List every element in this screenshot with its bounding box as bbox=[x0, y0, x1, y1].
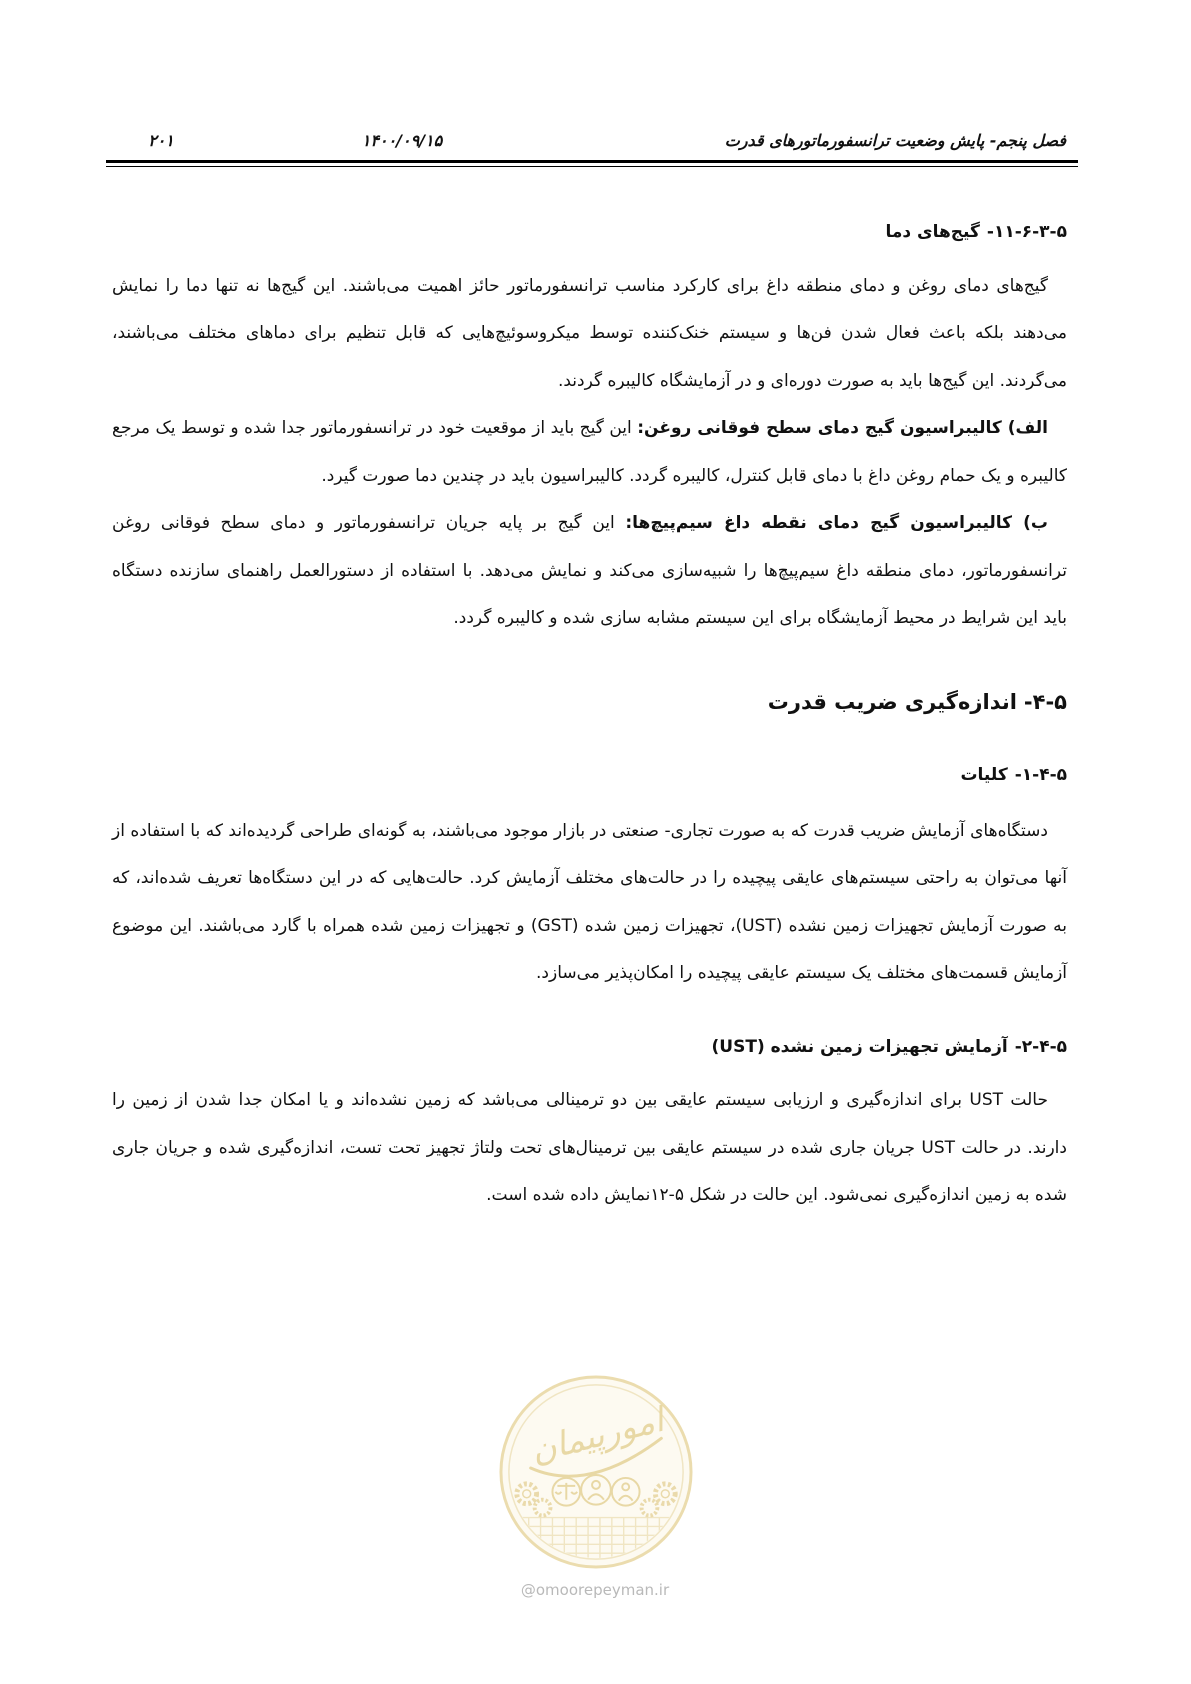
section-number: ۵-۴- bbox=[1023, 689, 1067, 714]
section-heading-general bbox=[112, 752, 1067, 800]
header-date: ۱۴۰۰/۰۹/۱۵ bbox=[361, 131, 443, 150]
paragraph-ust: حالت UST برای اندازه‌گیری و ارزیابی سیستم عایقی بین دو ترمینالی می‌باشد که زمین نشده‌اند و یا امکان جدا شدن از زمین را دارند. در حالت UST جریان جاری شده در سیستم عایقی بین ترمینال‌های تحت ولتاژ تجهیز تحت تست، اندازه‌گیری شده و جریان جاری شده به زمین اندازه‌گیری نمی‌شود. این حالت در شکل ۵-۱۲نمایش داده شده است. bbox=[112, 1090, 1067, 1205]
section-heading-temperature-gauges bbox=[112, 209, 1067, 257]
paragraph-item-b bbox=[112, 500, 1067, 643]
section-title: کلیات bbox=[960, 765, 1008, 785]
section-title: گیج‌های دما bbox=[885, 222, 980, 242]
document-body bbox=[112, 209, 1067, 1220]
watermark-site-url: @omoorepeyman.ir bbox=[520, 1581, 670, 1599]
running-header bbox=[0, 124, 1191, 158]
section-number: ۵-۴-۲- bbox=[1014, 1036, 1067, 1057]
watermark-logo bbox=[497, 1372, 695, 1572]
chapter-title: فصل پنجم- پایش وضعیت ترانسفورماتورهای قدرت bbox=[724, 131, 1066, 150]
section-title: آزمایش تجهیزات زمین نشده (UST) bbox=[711, 1036, 1008, 1057]
item-a-text: این گیج باید از موقعیت خود در ترانسفورماتور جدا شده و توسط یک مرجع کالیبره و یک حمام روغن داغ با دمای قابل کنترل، کالیبره گردد. کالیبراسیون باید در چندین دما صورت گیرد. bbox=[112, 418, 1067, 486]
item-a-lead: الف) کالیبراسیون گیج دمای سطح فوقانی روغن: bbox=[637, 418, 1048, 438]
section-title: اندازه‌گیری ضریب قدرت bbox=[767, 689, 1017, 714]
paragraph-item-a bbox=[112, 405, 1067, 500]
paragraph-temperature-gauges: گیج‌های دمای روغن و دمای منطقه داغ برای کارکرد مناسب ترانسفورماتور حائز اهمیت می‌باشند. این گیج‌ها نه تنها دما را نمایش می‌دهند بلکه باعث فعال شدن فن‌ها و سیستم خنک‌کننده توسط میکروسوئیچ‌هایی که قابل تنظیم برای دماهای مختلف می‌باشند، می‌گردند. این گیج‌ها باید به صورت دوره‌ای و در آزمایشگاه کالیبره گردند. bbox=[112, 275, 1067, 391]
section-heading-power-factor bbox=[112, 679, 1067, 727]
item-b-lead: ب) کالیبراسیون گیج دمای نقطه داغ سیم‌پیچ‌ها: bbox=[625, 513, 1048, 533]
section-number: ۵-۴-۱- bbox=[1014, 765, 1067, 785]
page-number: ۲۰۱ bbox=[148, 131, 174, 150]
header-rule-thin bbox=[106, 166, 1078, 167]
logo-calligraphy: امورپیمان bbox=[526, 1399, 668, 1471]
watermark-seal-icon bbox=[497, 1372, 695, 1572]
section-heading-ust bbox=[112, 1024, 1067, 1072]
section-number: ۵-۳-۶-۱۱- bbox=[986, 222, 1067, 242]
header-rule-thick bbox=[106, 160, 1078, 163]
item-b-text: این گیج بر پایه جریان ترانسفورماتور و دمای سطح فوقانی روغن ترانسفورماتور، دمای منطقه داغ سیم‌پیچ‌ها را شبیه‌سازی می‌کند و نمایش می‌دهد. با استفاده از دستورالعمل راهنمای سازنده دستگاه باید این شرایط در محیط آزمایشگاه برای این سیستم مشابه سازی شده و کالیبره گردد. bbox=[112, 513, 1067, 628]
paragraph-general: دستگاه‌های آزمایش ضریب قدرت که به صورت تجاری- صنعتی در بازار موجود می‌باشند، به گونه‌ای طراحی گردیده‌اند که با استفاده از آنها می‌توان به راحتی سیستم‌های عایقی پیچیده را در حالت‌های مختلف آزمایش کرد. حالت‌هایی که در این دستگاه‌ها تعریف شده‌اند، که به صورت آزمایش تجهیزات زمین نشده (UST)، تجهیزات زمین شده (GST) و تجهیزات زمین شده همراه با گارد می‌باشند. این موضوع آزمایش قسمت‌های مختلف یک سیستم عایقی پیچیده را امکان‌پذیر می‌سازد. bbox=[112, 820, 1067, 983]
